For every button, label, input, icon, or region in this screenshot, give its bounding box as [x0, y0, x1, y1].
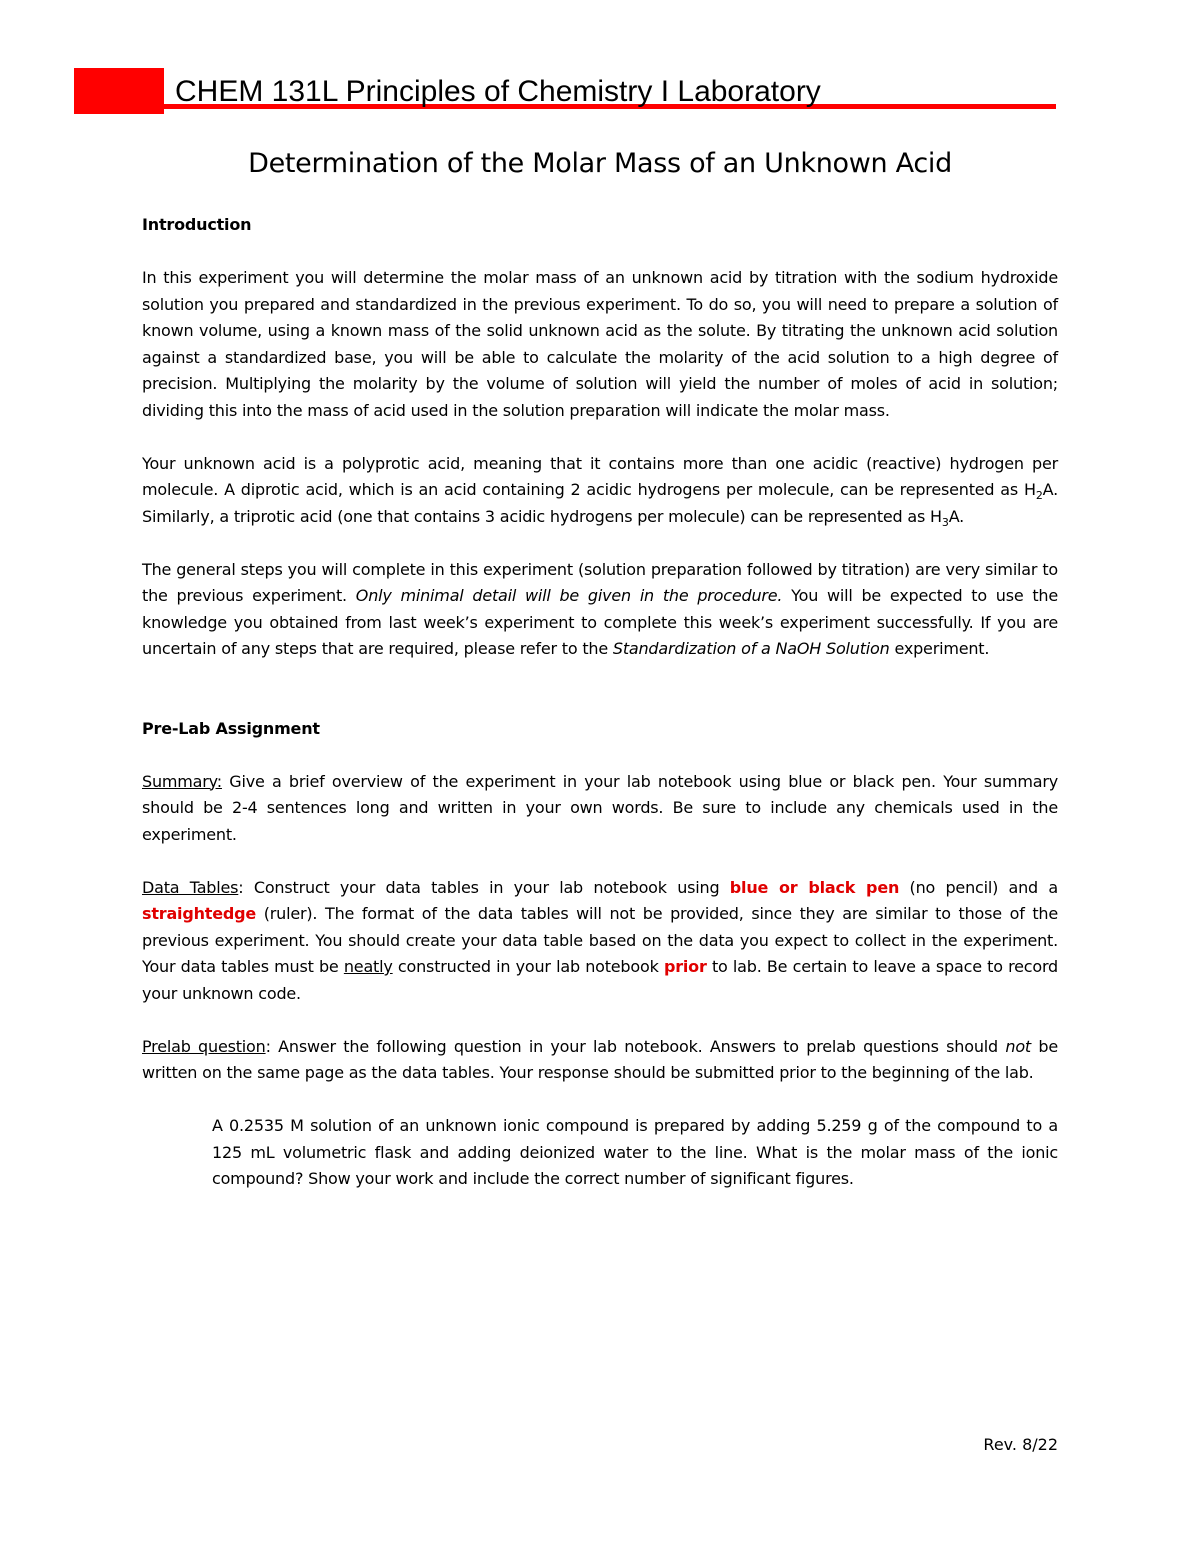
prelab-question-body: A 0.2535 M solution of an unknown ionic compound is prepared by adding 5.259 g of the compound to a 125 mL volumetric flask and adding deionized water to the line. What is the molar mass of the ionic compound? Show your work and include the correct number of significant figures. [212, 1116, 1058, 1188]
document-body [142, 212, 1058, 1193]
prelab-question-intro: Prelab question: Answer the following question in your lab notebook. Answers to prelab questions should not be written on the same page as the data tables. Your response should be submitted prior to the beginning of the lab. [142, 1036, 1058, 1082]
course-title: CHEM 131L Principles of Chemistry I Laboratory [175, 75, 821, 108]
introduction-paragraph-2: Your unknown acid is a polyprotic acid, meaning that it contains more than one acidic (reactive) hydrogen per molecule. A diprotic acid, which is an acid containing 2 acidic hydrogens per molecule, can be represented as $H_2A$. Similarly, a triprotic acid (one that contains 3 acidic hydrogens per molecule) can be represented as $H_3A$. [142, 453, 1058, 529]
summary-label: Summary: [142, 771, 222, 791]
document-title: Determination of the Molar Mass of an Unknown Acid [248, 148, 952, 179]
introduction-paragraph-1: In this experiment you will determine the molar mass of an unknown acid by titration with the sodium hydroxide solution you prepared and standardized in the previous experiment. To do so, you will need to prepare a solution of known volume, using a known mass of the solid unknown acid as the solute. By titrating the unknown acid solution against a standardized base, you will be able to calculate the molarity of the acid solution to a high degree of precision. Multiplying the molarity by the volume of solution will yield the number of moles of acid in solution; dividing this into the mass of acid used in the solution preparation will indicate the molar mass. [142, 268, 1058, 420]
prelab-question-label: Prelab question [142, 1036, 266, 1056]
prelab-summary: Summary: Give a brief overview of the experiment in your lab notebook using blue or black pen. Your summary should be 2-4 sentences long and written in your own words. Be sure to include any chemicals used in the experiment. [142, 771, 1058, 844]
introduction-paragraph-3: The general steps you will complete in this experiment (solution preparation followed by titration) are very similar to the previous experiment. Only minimal detail will be given in the procedure. You will be expected to use the knowledge you obtained from last week’s experiment to complete this week’s experiment successfully. If you are uncertain of any steps that are required, please refer to the Standardization of a NaOH Solution experiment. [142, 559, 1058, 658]
header-accent-block [74, 68, 164, 114]
revision-label: Rev. 8/22 [983, 1435, 1058, 1454]
prelab-heading: Pre-Lab Assignment [142, 718, 320, 738]
introduction-heading: Introduction [142, 215, 252, 234]
data-tables-label: Data Tables [142, 877, 239, 897]
prelab-data-tables: Data Tables: Construct your data tables in your lab notebook using blue or black pen (no pencil) and a straightedge (ruler). The format of the data tables will not be provided, since they are similar to those of the previous experiment. You should create your data table based on the data you expect to collect in the experiment. Your data tables must be neatly constructed in your lab notebook prior to lab. Be certain to leave a space to record your unknown code. [142, 877, 1059, 1003]
